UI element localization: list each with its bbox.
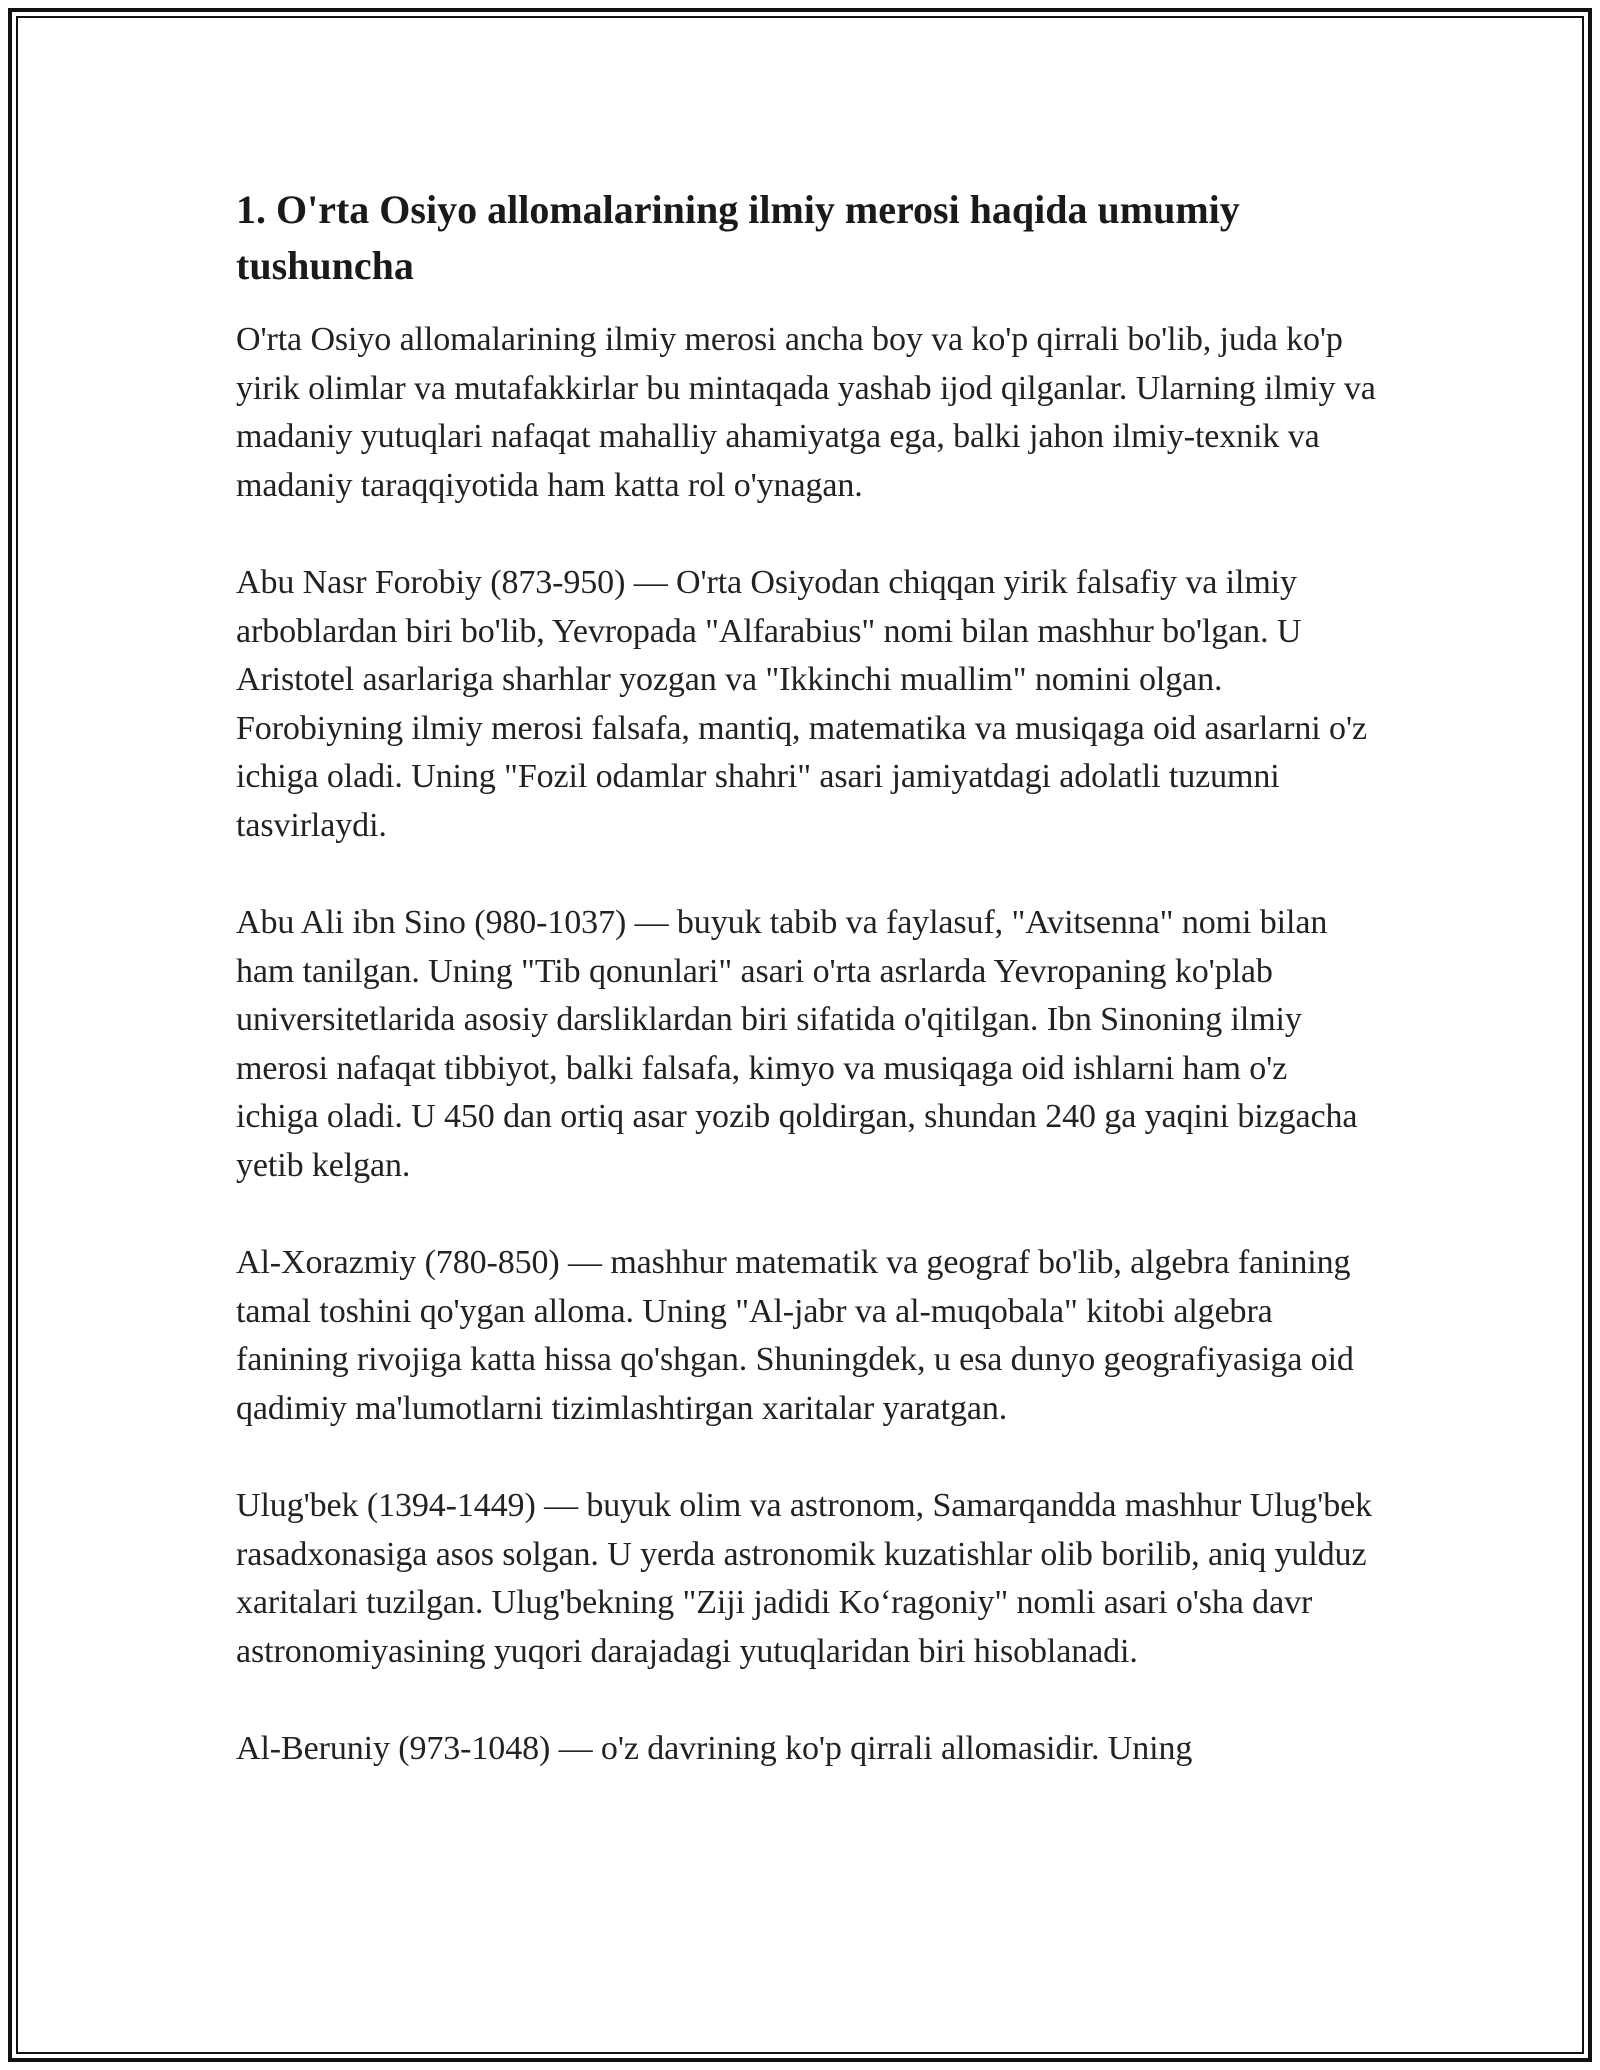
document-title: 1. O'rta Osiyo allomalarining ilmiy merosi haqida umumiy tushuncha: [236, 187, 1240, 288]
paragraph-xorazmiy: Al-Xorazmiy (780-850) — mashhur matematik va geograf bo'lib, algebra fanining tamal toshini qo'ygan alloma. Uning "Al-jabr va al-muqobala" kitobi algebra fanining rivojiga katta hissa qo'shgan. Shuningdek, u esa dunyo geografiyasiga oid qadimiy ma'lumotlarni tizimlashtirgan xaritalar yaratgan.: [236, 1244, 1354, 1427]
paragraph-forobiy: Abu Nasr Forobiy (873-950) — O'rta Osiyodan chiqqan yirik falsafiy va ilmiy arboblardan biri bo'lib, Yevropada "Alfarabius" nomi bilan mashhur bo'lgan. U Aristotel asarlariga sharhlar yozgan va "Ikkinchi muallim" nomini olgan. Forobiyning ilmiy merosi falsafa, mantiq, matematika va musiqaga oid asarlarni o'z ichiga oladi. Uning "Fozil odamlar shahri" asari jamiyatdagi adolatli tuzumni tasvirlaydi.: [236, 564, 1367, 844]
paragraph-beruniy: Al-Beruniy (973-1048) — o'z davrining ko'p qirrali allomasidir. Uning: [236, 1730, 1193, 1767]
paragraph-ibn-sino: Abu Ali ibn Sino (980-1037) — buyuk tabib va faylasuf, "Avitsenna" nomi bilan ham tanilgan. Uning "Tib qonunlari" asari o'rta asrlarda Yevropaning ko'plab universitetlarida asosiy darsliklardan biri sifatida o'qitilgan. Ibn Sinoning ilmiy merosi nafaqat tibbiyot, balki falsafa, kimyo va musiqaga oid ishlarni ham o'z ichiga oladi. U 450 dan ortiq asar yozib qoldirgan, shundan 240 ga yaqini bizgacha yetib kelgan.: [236, 904, 1358, 1184]
document-body: [236, 182, 1376, 1823]
paragraph-intro: O'rta Osiyo allomalarining ilmiy merosi ancha boy va ko'p qirrali bo'lib, juda ko'p yirik olimlar va mutafakkirlar bu mintaqada yashab ijod qilganlar. Ularning ilmiy va madaniy yutuqlari nafaqat mahalliy ahamiyatga ega, balki jahon ilmiy-texnik va madaniy taraqqiyotida ham katta rol o'ynagan.: [236, 321, 1376, 504]
paragraph-ulugbek: Ulug'bek (1394-1449) — buyuk olim va astronom, Samarqandda mashhur Ulug'bek rasadxonasiga asos solgan. U yerda astronomik kuzatishlar olib borilib, aniq yulduz xaritalari tuzilgan. Ulug'bekning "Ziji jadidi Ko‘ragoniy" nomli asari o'sha davr astronomiyasining yuqori darajadagi yutuqlaridan biri hisoblanadi.: [236, 1487, 1372, 1670]
